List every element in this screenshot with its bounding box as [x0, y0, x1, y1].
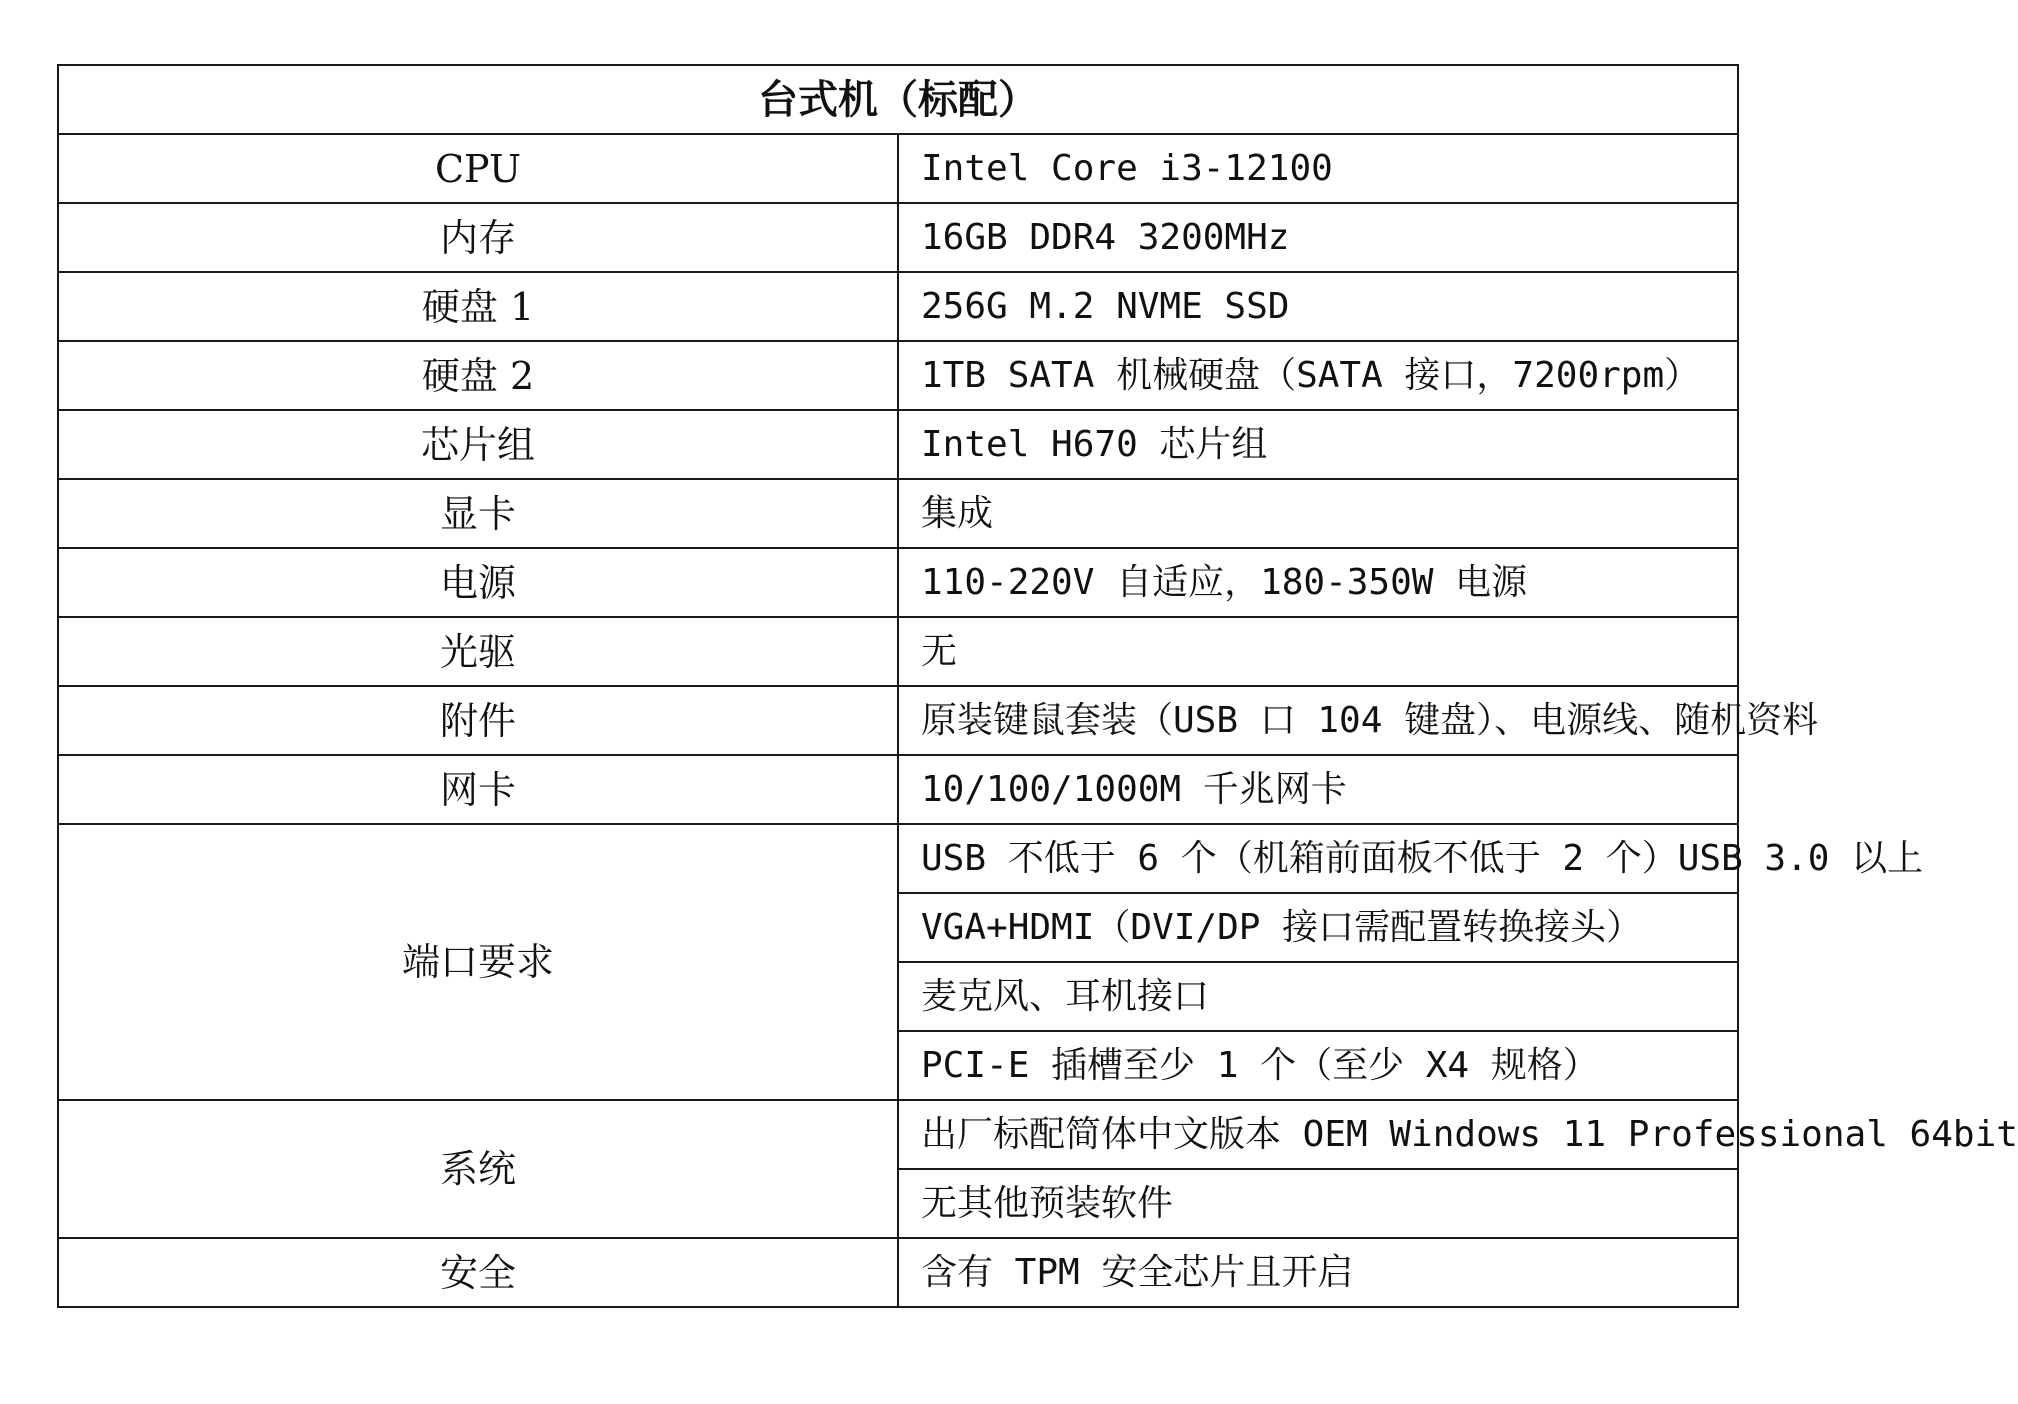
row-value-system-preinstall: 无其他预装软件	[898, 1169, 1738, 1238]
row-value-ports-pcie: PCI-E 插槽至少 1 个（至少 X4 规格）	[898, 1031, 1738, 1100]
table-row	[58, 203, 1738, 272]
row-label-gpu: 显卡	[58, 479, 898, 548]
row-value-optical: 无	[898, 617, 1738, 686]
row-label-nic: 网卡	[58, 755, 898, 824]
row-label-disk1: 硬盘 1	[58, 272, 898, 341]
row-label-ports: 端口要求	[58, 824, 898, 1100]
table-row	[58, 686, 1738, 755]
row-value-power: 110-220V 自适应，180-350W 电源	[898, 548, 1738, 617]
row-label-power: 电源	[58, 548, 898, 617]
title-row	[58, 65, 1738, 134]
table-title: 台式机（标配）	[58, 65, 1738, 134]
row-value-security: 含有 TPM 安全芯片且开启	[898, 1238, 1738, 1307]
row-label-chipset: 芯片组	[58, 410, 898, 479]
row-label-memory: 内存	[58, 203, 898, 272]
table-row	[58, 410, 1738, 479]
row-value-disk2: 1TB SATA 机械硬盘（SATA 接口，7200rpm）	[898, 341, 1738, 410]
row-value-nic: 10/100/1000M 千兆网卡	[898, 755, 1738, 824]
table-row	[58, 548, 1738, 617]
table-row	[58, 272, 1738, 341]
spec-table	[57, 64, 2018, 1308]
row-value-cpu: Intel Core i3-12100	[898, 134, 1738, 203]
table-row	[58, 617, 1738, 686]
table-row	[58, 479, 1738, 548]
table-row	[58, 341, 1738, 410]
table-row	[58, 755, 1738, 824]
row-value-chipset: Intel H670 芯片组	[898, 410, 1738, 479]
row-label-security: 安全	[58, 1238, 898, 1307]
table-row	[58, 1100, 1738, 1169]
row-value-accessories: 原装键鼠套装（USB 口 104 键盘）、电源线、随机资料	[898, 686, 1738, 755]
row-label-disk2: 硬盘 2	[58, 341, 898, 410]
row-value-ports-video: VGA+HDMI（DVI/DP 接口需配置转换接头）	[898, 893, 1738, 962]
table-row	[58, 824, 1738, 893]
row-value-disk1: 256G M.2 NVME SSD	[898, 272, 1738, 341]
row-value-ports-usb: USB 不低于 6 个（机箱前面板不低于 2 个）USB 3.0 以上	[898, 824, 1738, 893]
row-label-cpu: CPU	[58, 134, 898, 203]
table-row	[58, 1238, 1738, 1307]
row-value-system-os: 出厂标配简体中文版本 OEM Windows 11 Professional 64bit	[898, 1100, 1738, 1169]
row-value-gpu: 集成	[898, 479, 1738, 548]
row-label-optical: 光驱	[58, 617, 898, 686]
table-row	[58, 134, 1738, 203]
row-label-system: 系统	[58, 1100, 898, 1238]
row-value-memory: 16GB DDR4 3200MHz	[898, 203, 1738, 272]
row-value-ports-audio: 麦克风、耳机接口	[898, 962, 1738, 1031]
row-label-accessories: 附件	[58, 686, 898, 755]
